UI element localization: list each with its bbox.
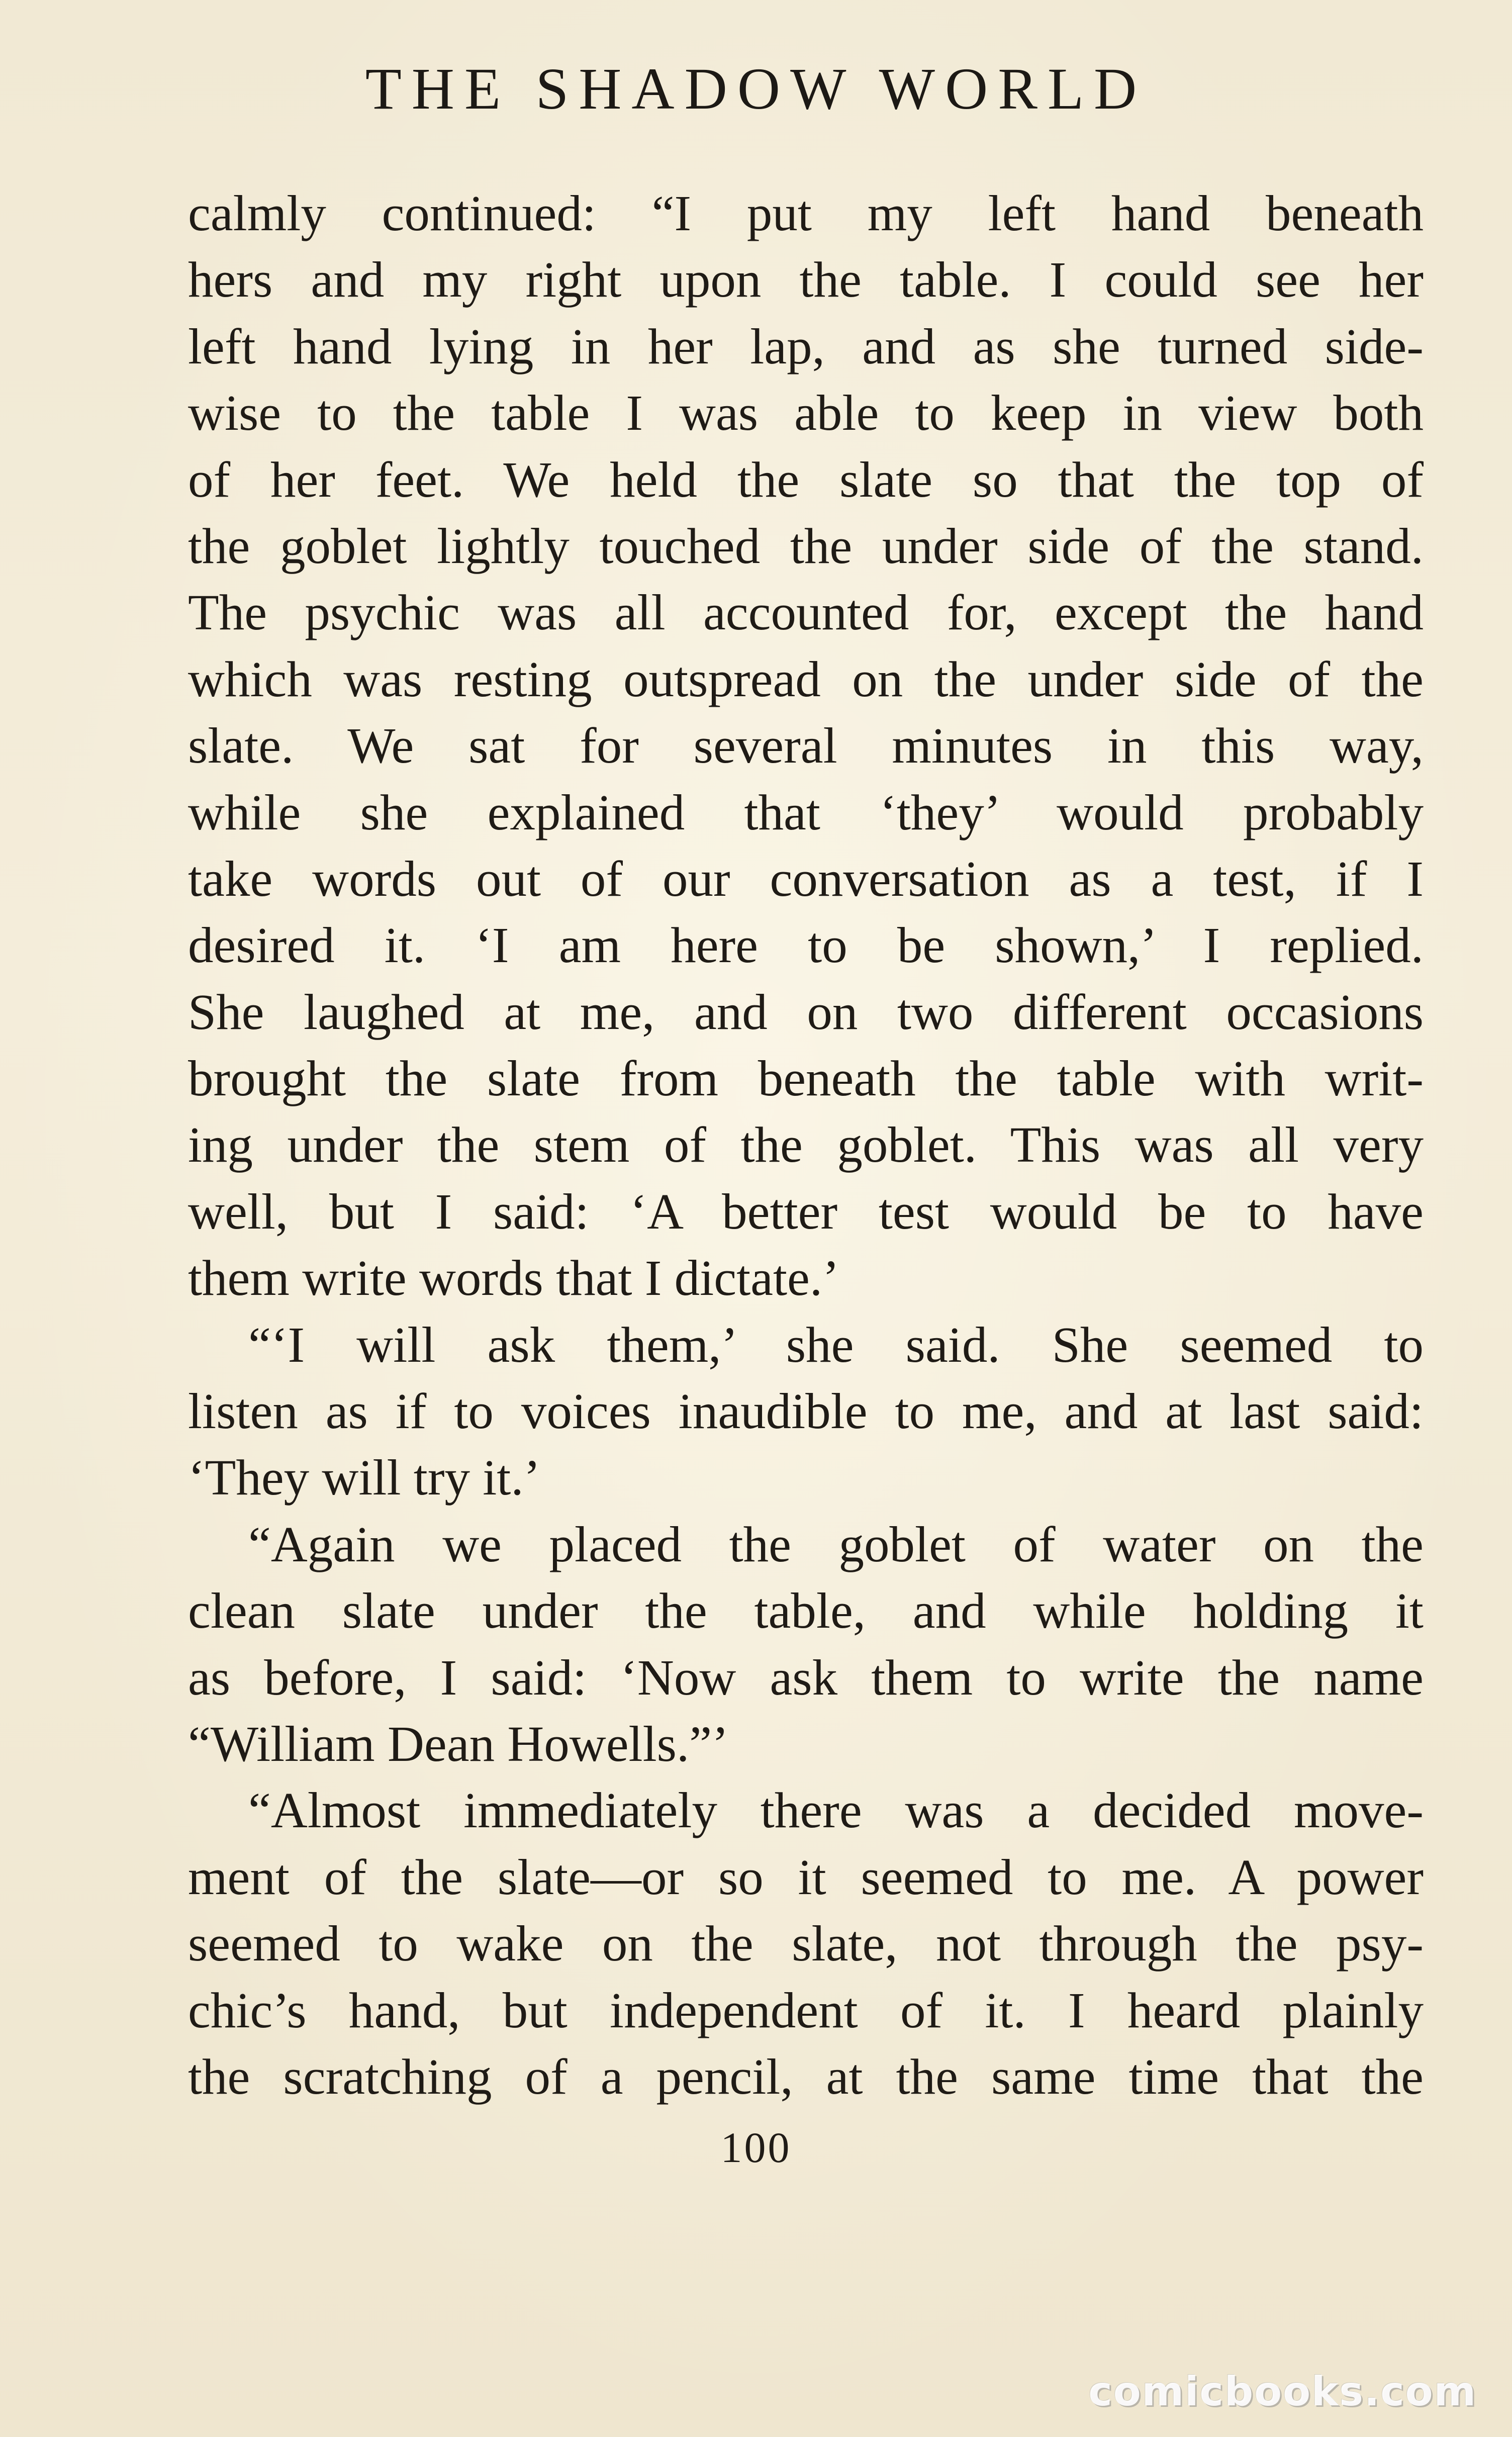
body-text	[188, 180, 1424, 2110]
text-line: left hand lying in her lap, and as she turned side-	[188, 318, 1424, 374]
text-line: hers and my right upon the table. I could see her	[188, 251, 1424, 308]
text-line: listen as if to voices inaudible to me, and at last said:	[188, 1383, 1424, 1440]
text-line: wise to the table I was able to keep in view both	[188, 385, 1424, 441]
text-line: slate. We sat for several minutes in this way,	[188, 717, 1424, 774]
page-number: 100	[720, 2123, 792, 2172]
text-line: “Again we placed the goblet of water on the	[248, 1516, 1424, 1572]
text-line: take words out of our conversation as a test, if I	[188, 850, 1424, 907]
watermark: comicbooks.com	[1088, 2368, 1477, 2415]
text-line: ‘They will try it.’	[188, 1449, 541, 1506]
text-line: The psychic was all accounted for, except the hand	[188, 584, 1424, 641]
text-line: the goblet lightly touched the under side of the stand.	[188, 517, 1424, 574]
text-line: chic’s hand, but independent of it. I heard plainly	[188, 1982, 1424, 2038]
text-line: “William Dean Howells.”’	[188, 1715, 729, 1772]
text-line: “Almost immediately there was a decided move-	[248, 1782, 1424, 1839]
text-line: clean slate under the table, and while holding it	[188, 1582, 1424, 1639]
text-line: the scratching of a pencil, at the same time that the	[188, 2048, 1424, 2105]
text-line: as before, I said: ‘Now ask them to write the name	[188, 1649, 1424, 1706]
text-line: seemed to wake on the slate, not through the psy-	[188, 1915, 1424, 1972]
text-line: which was resting outspread on the under side of the	[188, 650, 1424, 707]
text-line: them write words that I dictate.’	[188, 1250, 839, 1306]
text-line: ing under the stem of the goblet. This was all very	[188, 1116, 1424, 1173]
text-line: “‘I will ask them,’ she said. She seemed to	[248, 1316, 1424, 1373]
text-line: while she explained that ‘they’ would probably	[188, 784, 1424, 840]
text-line: of her feet. We held the slate so that the top of	[188, 451, 1424, 508]
running-head: THE SHADOW WORLD	[365, 56, 1147, 122]
text-line: desired it. ‘I am here to be shown,’ I replied.	[188, 917, 1424, 974]
text-line: brought the slate from beneath the table with writ-	[188, 1050, 1424, 1107]
text-line: well, but I said: ‘A better test would be to have	[188, 1183, 1424, 1240]
text-line: She laughed at me, and on two different occasions	[188, 983, 1424, 1040]
text-line: calmly continued: “I put my left hand beneath	[188, 185, 1424, 241]
text-line: ment of the slate—or so it seemed to me. A power	[188, 1848, 1424, 1905]
